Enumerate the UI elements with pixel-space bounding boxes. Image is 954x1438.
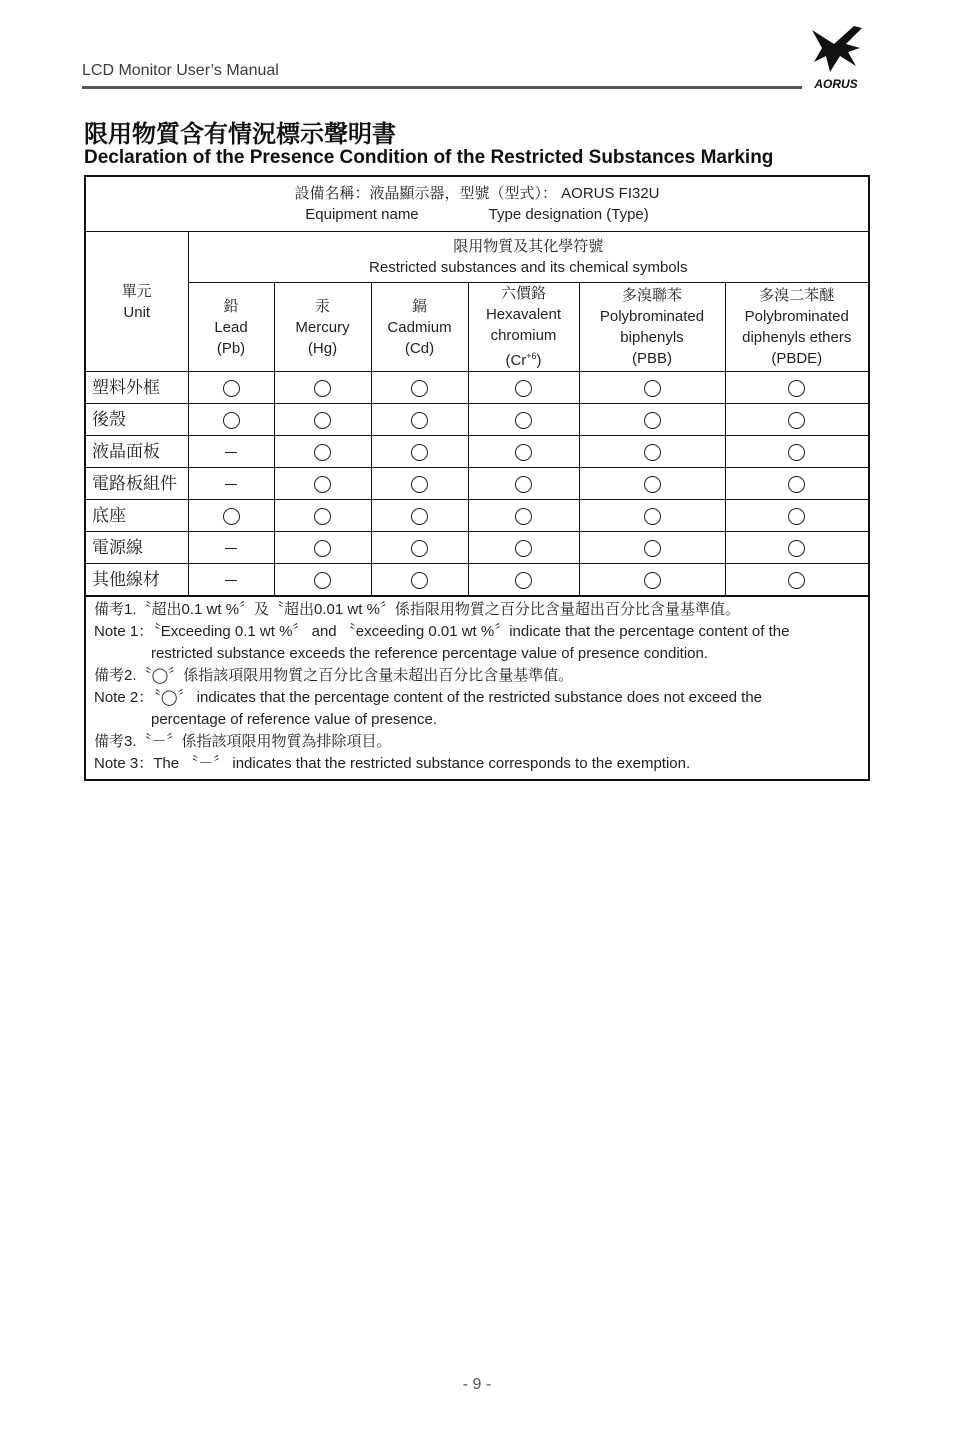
circle-icon: [644, 412, 661, 429]
circle-icon: [515, 508, 532, 525]
model-name: AORUS FI32U: [561, 185, 660, 202]
row-label: 底座: [86, 500, 188, 532]
circle-icon: [788, 380, 805, 397]
column-header-row: [86, 283, 868, 372]
note-1-zh: 備考1.〝超出0.1 wt %〞及〝超出0.01 wt %〞係指限用物質之百分比含量超出百分比含量基準值。: [94, 601, 740, 618]
mark-circle: [468, 500, 579, 532]
column-header-4: 多溴聯苯 Polybrominated biphenyls (PBB): [579, 283, 725, 372]
mark-circle: [371, 532, 468, 564]
column-header-5: 多溴二苯醚 Polybrominated diphenyls ethers (PBDE): [725, 283, 868, 372]
column-header-1: 汞 Mercury (Hg): [274, 283, 371, 372]
mark-circle: [579, 564, 725, 596]
mark-circle: [725, 532, 868, 564]
page-title-en: Declaration of the Presence Condition of the Restricted Substances Marking: [84, 147, 774, 168]
table-row: [86, 500, 868, 532]
circle-icon: [314, 380, 331, 397]
notes: [86, 596, 868, 779]
mark-dash: [188, 468, 274, 500]
mark-circle: [725, 436, 868, 468]
row-label: 其他線材: [86, 564, 188, 596]
mark-circle: [274, 468, 371, 500]
note-3-zh: 備考3.〝－〞係指該項限用物質為排除項目。: [94, 733, 392, 750]
mark-circle: [188, 500, 274, 532]
mark-circle: [468, 468, 579, 500]
mark-circle: [725, 564, 868, 596]
circle-icon: [223, 508, 240, 525]
circle-icon: [644, 444, 661, 461]
circle-icon: [314, 444, 331, 461]
note-3-en: Note 3：The 〝－〞 indicates that the restricted substance corresponds to the exemption.: [94, 755, 691, 772]
circle-icon: [644, 380, 661, 397]
mark-circle: [725, 404, 868, 436]
header-rule: [82, 86, 802, 89]
dash-icon: [225, 580, 237, 581]
equipment-cell: 設備名稱：液晶顯示器，型號（型式）： AORUS FI32U Equipment name Type designation (Type): [86, 177, 868, 232]
circle-icon: [314, 476, 331, 493]
mark-circle: [371, 404, 468, 436]
circle-icon: [411, 508, 428, 525]
row-label: 塑料外框: [86, 372, 188, 404]
circle-icon: [411, 572, 428, 589]
dash-icon: [225, 548, 237, 549]
circle-icon: [314, 508, 331, 525]
circle-icon: [515, 476, 532, 493]
svg-text:AORUS: AORUS: [814, 77, 858, 90]
circle-icon: [644, 476, 661, 493]
mark-circle: [468, 436, 579, 468]
row-label: 液晶面板: [86, 436, 188, 468]
mark-circle: [274, 372, 371, 404]
table-row: [86, 468, 868, 500]
mark-circle: [274, 564, 371, 596]
note-2-en-cont: percentage of reference value of presence.: [151, 711, 438, 728]
column-header-0: 鉛 Lead (Pb): [188, 283, 274, 372]
circle-icon: [644, 540, 661, 557]
circle-icon: [515, 412, 532, 429]
circle-icon: [788, 412, 805, 429]
mark-dash: [188, 436, 274, 468]
substances-header: 限用物質及其化學符號 Restricted substances and its chemical symbols: [188, 232, 868, 283]
mark-circle: [371, 564, 468, 596]
mark-circle: [579, 500, 725, 532]
mark-circle: [468, 564, 579, 596]
table-row: [86, 564, 868, 596]
circle-icon: [411, 380, 428, 397]
circle-icon: [515, 540, 532, 557]
mark-circle: [371, 468, 468, 500]
mark-circle: [274, 404, 371, 436]
circle-icon: [644, 508, 661, 525]
circle-icon: [788, 508, 805, 525]
mark-circle: [371, 500, 468, 532]
manual-title: LCD Monitor User’s Manual: [82, 62, 279, 79]
aorus-logo-icon: [804, 22, 868, 90]
note-1-en-cont: restricted substance exceeds the reference percentage value of presence condition.: [151, 645, 709, 662]
mark-circle: [725, 372, 868, 404]
mark-circle: [468, 372, 579, 404]
row-label: 電源線: [86, 532, 188, 564]
circle-icon: [644, 572, 661, 589]
note-2-zh: 備考2.〝◯〞係指該項限用物質之百分比含量未超出百分比含量基準值。: [94, 667, 574, 684]
circle-icon: [515, 380, 532, 397]
circle-icon: [788, 444, 805, 461]
column-header-2: 鎘 Cadmium (Cd): [371, 283, 468, 372]
circle-icon: [411, 540, 428, 557]
unit-header: 單元 Unit: [86, 232, 188, 372]
circle-icon: [223, 412, 240, 429]
mark-circle: [371, 436, 468, 468]
circle-icon: [314, 572, 331, 589]
note-2-en: Note 2：〝◯〞 indicates that the percentage content of the restricted substance does not exceed the: [94, 689, 763, 706]
page-number: - 9 -: [462, 1376, 492, 1393]
mark-circle: [579, 404, 725, 436]
mark-circle: [579, 436, 725, 468]
mark-circle: [468, 404, 579, 436]
table-row: [86, 436, 868, 468]
mark-circle: [725, 500, 868, 532]
mark-circle: [468, 532, 579, 564]
table-row: [86, 532, 868, 564]
mark-circle: [579, 532, 725, 564]
circle-icon: [788, 476, 805, 493]
mark-dash: [188, 532, 274, 564]
table-row: [86, 404, 868, 436]
column-header-3: 六價鉻 Hexavalent chromium $(Cr^{+6})$: [468, 283, 579, 372]
mark-circle: [371, 372, 468, 404]
row-label: 後殼: [86, 404, 188, 436]
mark-circle: [188, 372, 274, 404]
circle-icon: [314, 540, 331, 557]
mark-dash: [188, 564, 274, 596]
circle-icon: [411, 476, 428, 493]
mark-circle: [188, 404, 274, 436]
dash-icon: [225, 452, 237, 453]
circle-icon: [223, 380, 240, 397]
page-title-zh: 限用物質含有情況標示聲明書: [84, 121, 396, 148]
circle-icon: [411, 412, 428, 429]
circle-icon: [788, 572, 805, 589]
mark-circle: [725, 468, 868, 500]
circle-icon: [788, 540, 805, 557]
mark-circle: [274, 532, 371, 564]
mark-circle: [579, 468, 725, 500]
table-row: [86, 372, 868, 404]
circle-icon: [411, 444, 428, 461]
circle-icon: [314, 412, 331, 429]
note-1-en: Note 1：〝Exceeding 0.1 wt %〞 and 〝exceeding 0.01 wt %〞indicate that the percentage content of the: [94, 623, 790, 640]
declaration-table: [84, 175, 870, 781]
dash-icon: [225, 484, 237, 485]
mark-circle: [274, 500, 371, 532]
circle-icon: [515, 444, 532, 461]
row-label: 電路板組件: [86, 468, 188, 500]
mark-circle: [579, 372, 725, 404]
circle-icon: [515, 572, 532, 589]
mark-circle: [274, 436, 371, 468]
